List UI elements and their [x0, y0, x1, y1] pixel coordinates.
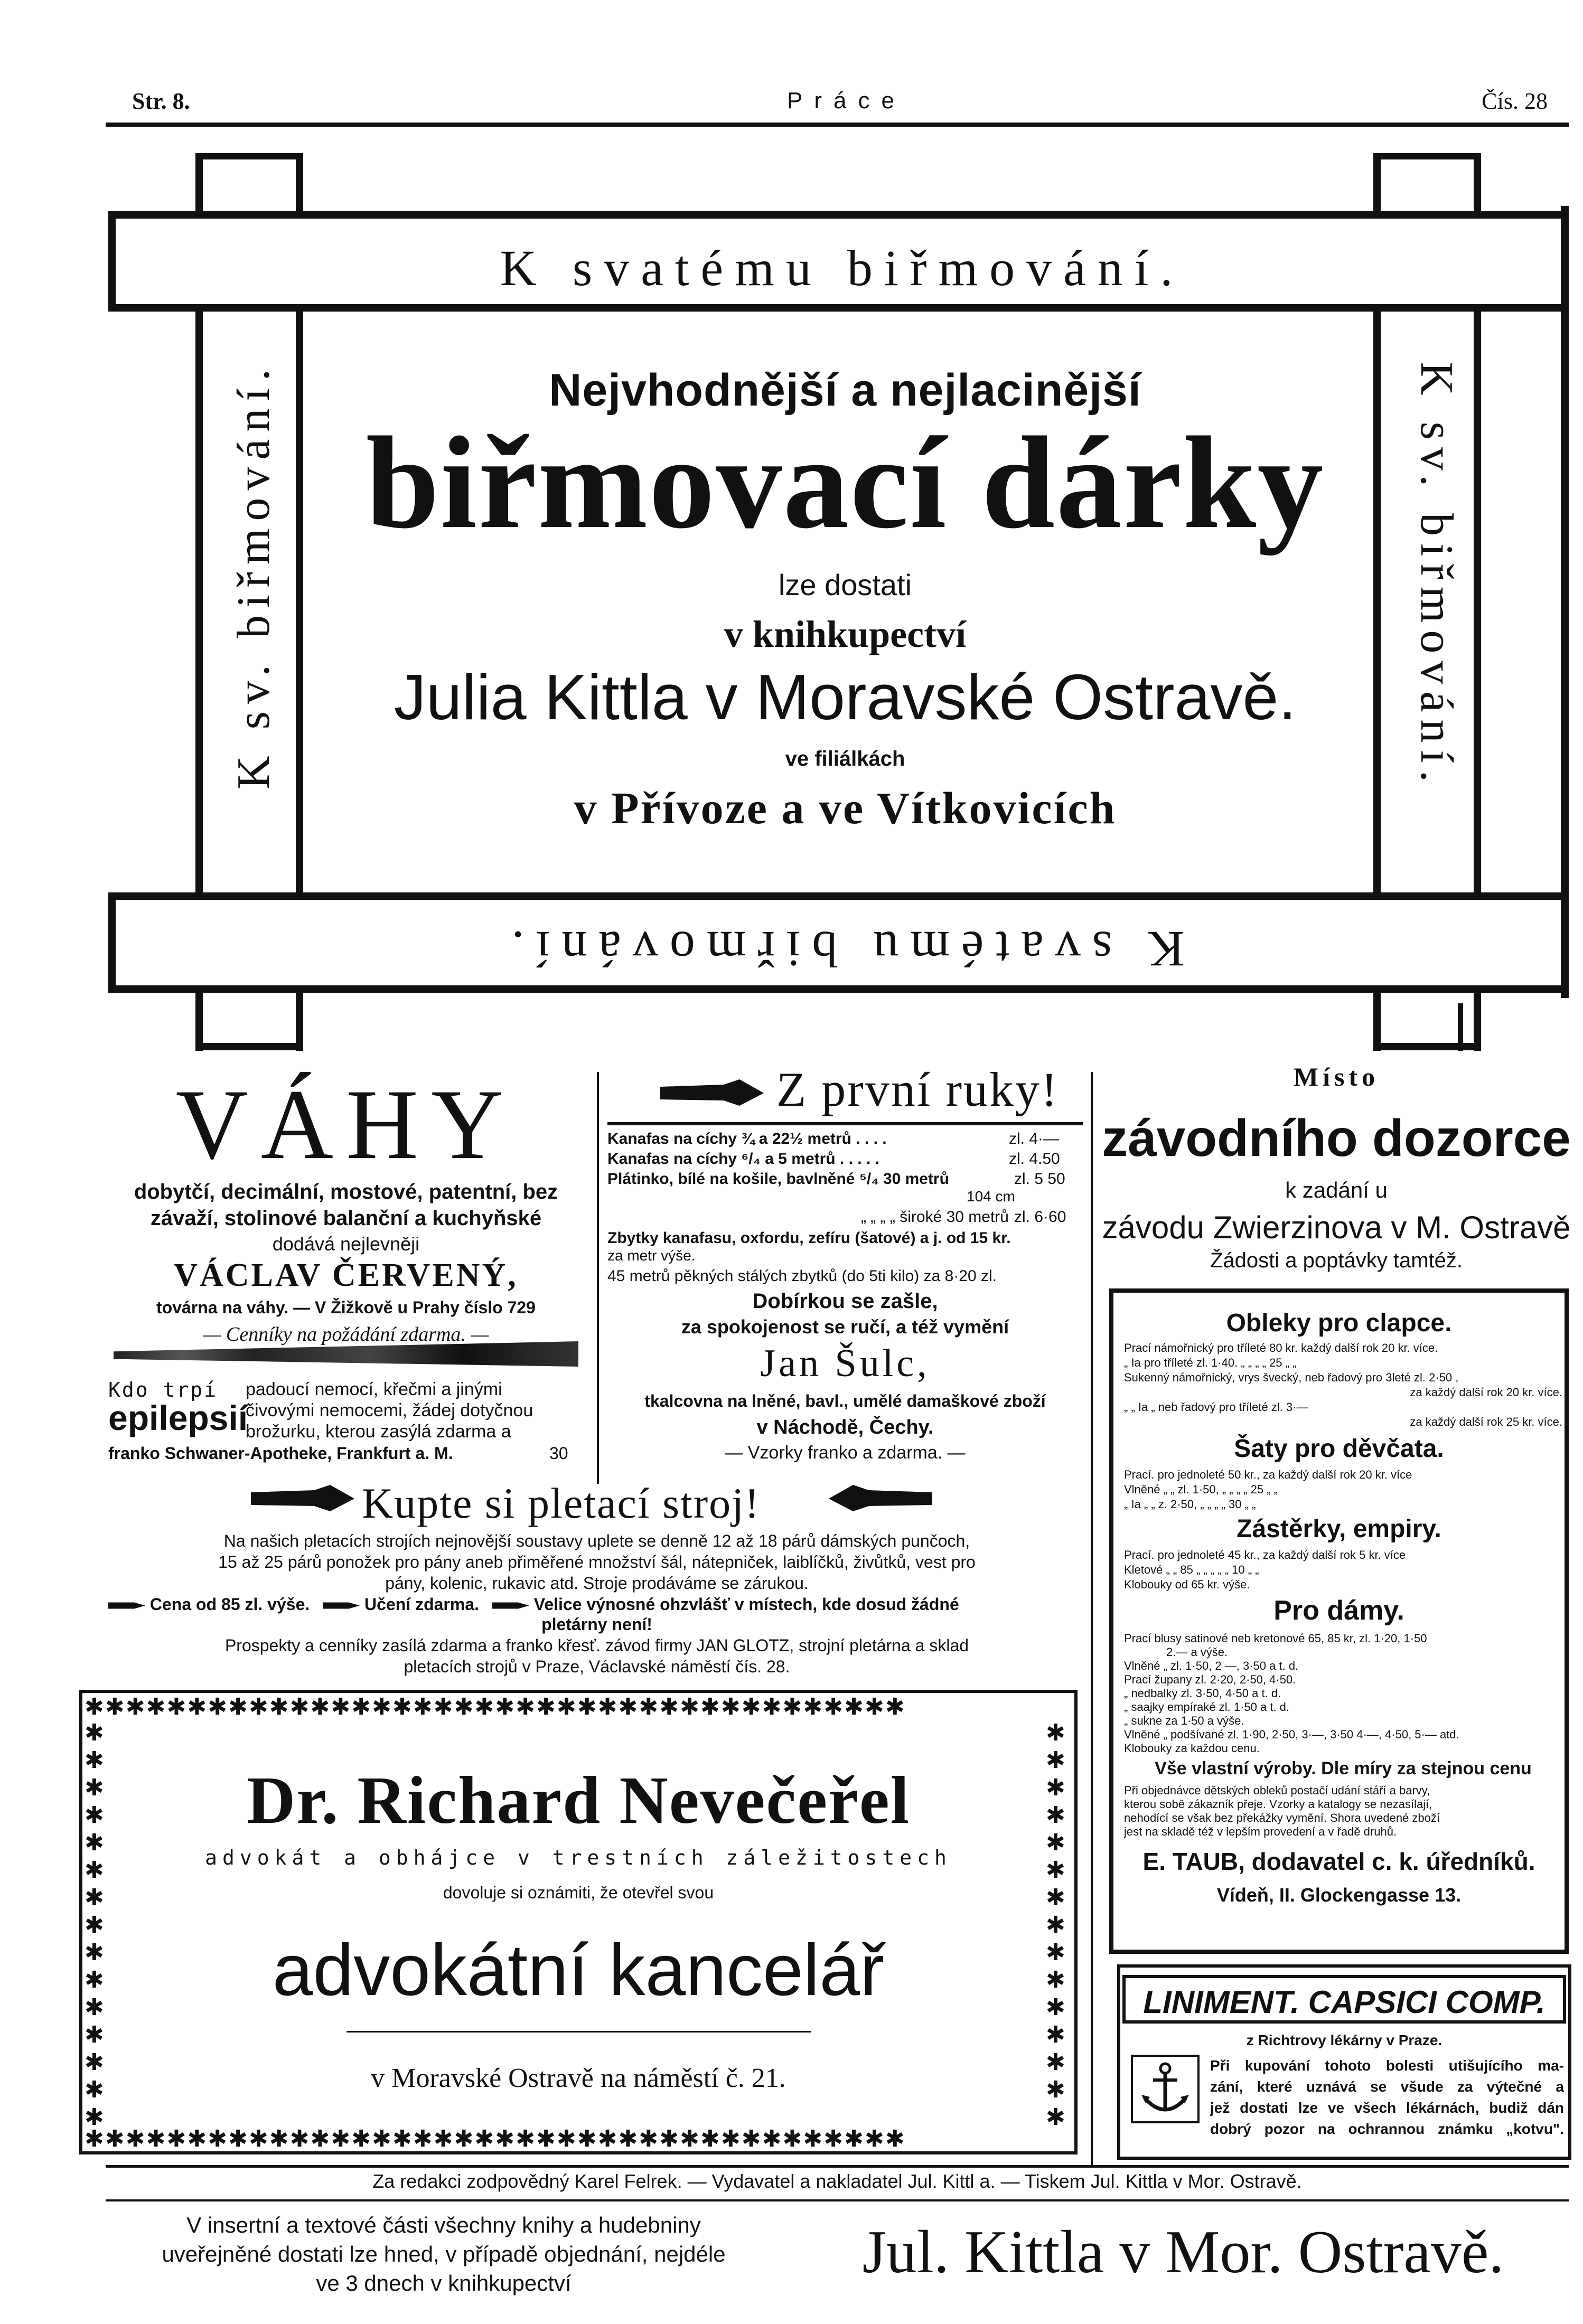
sulc-row1-price: zl. 4·—	[1009, 1130, 1060, 1147]
liniment-line3: jež dostati lze ve všech lékárnách, budiž dán	[1210, 2100, 1564, 2116]
dozorce-misto: Místo	[1293, 1062, 1380, 1092]
vahy-line3: dodává nejlevněji	[272, 1233, 420, 1255]
glotz-line1: Na našich pletacích strojích nejnovější soustavy uplete se denně 12 až 18 párů dámských punčoch,	[223, 1531, 970, 1550]
glotz-price: Cena od 85 zl. výše.	[149, 1595, 310, 1614]
taub-h2: Šaty pro děvčata.	[1234, 1435, 1444, 1463]
lawyer-place: v Moravské Ostravě na náměstí č. 21.	[371, 2063, 786, 2093]
taub-r19: „ sukne za 1·50 a výše.	[1124, 1714, 1244, 1727]
sulc-row3-price: zl. 5 50	[1014, 1170, 1065, 1188]
taub-name: E. TAUB, dodavatel c. k. úředníků.	[1142, 1848, 1535, 1875]
glotz-title: Kupte si pletací stroj!	[362, 1479, 761, 1527]
taub-r9: „ Ia „ „ z. 2·50, „ „ „ „ 30 „ „	[1124, 1498, 1256, 1511]
taub-r5: „ „ Ia „ neb řadový pro tříleté zl. 3·—	[1124, 1400, 1308, 1414]
taub-r18: „ saajky empíraké zl. 1·50 a t. d.	[1124, 1700, 1290, 1714]
kittl-line3: lze dostati	[778, 568, 912, 601]
liniment-from: z Richtrovy lékárny v Praze.	[1246, 2032, 1443, 2048]
top-band-text: K svatému biřmování.	[500, 240, 1185, 296]
taub-r11: Kletové „ „ 85 „ „ „ „ „ 10 „ „	[1124, 1563, 1259, 1576]
sulc-firm: tkalcovna na lněné, bavl., umělé damaškové zboží	[644, 1391, 1046, 1410]
footer-rule-2	[106, 2199, 1569, 2201]
sulc-row3b: 104 cm	[967, 1188, 1015, 1205]
epilepsy-number: 30	[549, 1444, 568, 1463]
taub-r6: za každý další rok 25 kr. více.	[1410, 1415, 1562, 1428]
taub-r24: nehodící se však bez překážky vymění. Shora uvedené zboží	[1124, 1811, 1440, 1824]
liniment-line2: zání, které uznává se všude za výtečné a	[1210, 2078, 1564, 2095]
taub-h4: Pro dámy.	[1273, 1595, 1404, 1626]
anchor-icon	[1133, 2057, 1197, 2121]
liniment-line1: Při kupování tohoto bolesti utišujícího ma-	[1210, 2057, 1564, 2074]
footer-left3: ve 3 dnech v knihkupectví	[316, 2271, 572, 2295]
epilepsy-line4: franko Schwaner-Apotheke, Frankfurt a. M.	[108, 1444, 453, 1463]
pillar-left-cap	[195, 153, 303, 159]
glotz-line3: pány, kolenic, rukavic atd. Stroje prodáváme se zárukou.	[385, 1574, 809, 1593]
liniment-line4: dobrý pozor na ochrannou známku „kotvu".	[1210, 2121, 1564, 2137]
column-divider-2	[1091, 1072, 1093, 2165]
kittl-line7: v Přívoze a ve Vítkovicích	[574, 783, 1117, 833]
hand-icon	[492, 1601, 529, 1611]
taub-r17: „ nedbalky zl. 3·50, 4·50 a t. d.	[1124, 1687, 1281, 1700]
lawyer-name: Dr. Richard Nevečeřel	[246, 1763, 911, 1838]
taub-r15: Vlněné „ zl. 1·50, 2 —, 3·50 a t. d.	[1124, 1659, 1299, 1672]
taub-r16: Prací župany zl. 2·20, 2·50, 4·50.	[1124, 1673, 1296, 1686]
star-border-left: ✱ ✱ ✱ ✱ ✱ ✱ ✱ ✱ ✱ ✱ ✱ ✱ ✱ ✱ ✱	[85, 1719, 105, 2126]
liniment-ad	[1117, 1964, 1571, 2160]
sulc-row2-text: Kanafas na cíchy ⁶/₄ a 5 metrů . . . . .	[607, 1150, 879, 1168]
taub-r14: 2.— a výše.	[1166, 1645, 1228, 1659]
taub-r1: Prací námořnický pro tříleté 80 kr. každý další rok 20 kr. více.	[1124, 1341, 1438, 1354]
hand-icon	[323, 1601, 360, 1611]
vahy-line4: továrna na váhy. — V Žižkově u Prahy číslo 729	[156, 1298, 536, 1317]
kittl-line1: Nejvhodnější a nejlacinější	[549, 365, 1141, 416]
taub-r21: Klobouky za každou cenu.	[1124, 1742, 1260, 1755]
epilepsy-word: epilepsií	[108, 1398, 248, 1437]
hand-icon	[108, 1601, 145, 1611]
sulc-place: v Náchodě, Čechy.	[756, 1416, 934, 1438]
pillar-left-foot	[195, 1043, 303, 1050]
pillar-right-cap	[1373, 153, 1481, 159]
epilepsy-kdo: Kdo trpí	[108, 1378, 218, 1401]
band-right-edge	[1561, 206, 1569, 998]
kittl-line2: biřmovací dárky	[366, 410, 1325, 556]
column-divider-1	[597, 1072, 599, 1484]
vahy-title: VÁHY	[175, 1069, 517, 1180]
taub-r10: Prací. pro jednoleté 45 kr., za každý další rok 5 kr. více	[1124, 1548, 1406, 1561]
sulc-row3-text: Plátinko, bílé na košile, bavlněné ⁵/₄ 30 metrů	[607, 1170, 949, 1188]
taub-r20: Vlněné „ podšívané zl. 1·90, 2·50, 3·—, 3·50 4·—, 4·50, 5·— atd.	[1124, 1728, 1459, 1741]
liniment-title: LINIMENT. CAPSICI COMP.	[1122, 1975, 1566, 2024]
sulc-title: Z první ruky!	[776, 1062, 1059, 1116]
glotz-line2: 15 až 25 párů ponožek pro pány aneb přiměřené množství šál, nátepniček, laiblíčků, živůtků, vest pro	[218, 1553, 976, 1572]
sulc-row4-price: zl. 6·60	[1014, 1208, 1066, 1226]
taub-r3: Sukenný námořnický, vrys švecký, neb řadový pro 3leté zl. 2·50 ,	[1124, 1371, 1459, 1384]
glotz-profit: Velice výnosné ohzvlášť v místech, kde dosud žádné	[533, 1595, 959, 1614]
glotz-line5: pletárny není!	[541, 1615, 652, 1634]
pointing-hand-left-icon	[827, 1483, 932, 1514]
kittl-line6: ve filiálkách	[785, 747, 905, 770]
taub-r7: Prací. pro jednoleté 50 kr., za každý další rok 20 kr. více	[1124, 1468, 1412, 1481]
lawyer-profession: advokát a obhájce v trestních záležitostech	[205, 1846, 952, 1869]
sulc-row2-price: zl. 4.50	[1009, 1150, 1060, 1168]
lawyer-office: advokátní kancelář	[272, 1930, 885, 2011]
sulc-spokojenost: za spokojenost se ručí, a též vymění	[681, 1316, 1009, 1338]
sulc-ad	[607, 1061, 1083, 1473]
footer-big: Jul. Kittla v Mor. Ostravě.	[862, 2218, 1504, 2286]
epilepsy-line1: padoucí nemocí, křečmi a jinými	[246, 1379, 502, 1399]
lawyer-ad	[79, 1690, 1078, 2154]
glotz-line4	[108, 1595, 1085, 1614]
vahy-line2: závaží, stolinové balanční a kuchyňské	[150, 1207, 542, 1230]
sulc-name: Jan Šulc,	[760, 1342, 930, 1385]
footer-rule	[106, 2165, 1569, 2168]
issue-number: Čís. 28	[1482, 88, 1548, 114]
bottom-band-text: K svatému biřmování.	[500, 921, 1185, 977]
dozorce-ad	[1101, 1061, 1571, 1273]
anchor-trademark	[1131, 2055, 1200, 2123]
footer-left2: uveřejněné dostati lze hned, v případě objednání, nejdéle	[162, 2242, 726, 2266]
sulc-row1-text: Kanafas na cíchy ¾ a 22½ metrů . . . .	[607, 1130, 887, 1147]
glotz-ad	[108, 1479, 1085, 1685]
taub-r13: Prací blusy satinové neb kretonové 65, 85 kr, zl. 1·20, 1·50	[1124, 1632, 1427, 1645]
kittl-line5: Julia Kittla v Moravské Ostravě.	[394, 661, 1297, 733]
side-text-left: K sv. biřmování.	[228, 362, 279, 789]
footer-left	[106, 2213, 782, 2318]
pillar-right-foot	[1373, 1043, 1481, 1050]
bottom-band	[108, 892, 1569, 993]
glotz-line6: Prospekty a cenníky zasílá zdarma a franko křesť. závod firmy JAN GLOTZ, strojní pletárna a sklad	[224, 1636, 969, 1655]
taub-r22: Při objednávce dětských obleků postačí udání stáří a barvy,	[1124, 1784, 1430, 1797]
sulc-row5: Zbytky kanafasu, oxfordu, zefíru (šatové) a j. od 15 kr.	[607, 1229, 1011, 1247]
taub-r12: Klobouky od 65 kr. výše.	[1124, 1578, 1250, 1591]
newspaper-title: Práce	[787, 88, 906, 114]
taub-r8: Vlněné „ „ zl. 1·50, „ „ „ „ 25 „ „	[1124, 1483, 1278, 1496]
dozorce-line3: Žádosti a poptávky tamtéž.	[1210, 1249, 1463, 1272]
star-border-right: ✱ ✱ ✱ ✱ ✱ ✱ ✱ ✱ ✱ ✱ ✱ ✱ ✱ ✱ ✱	[1046, 1719, 1066, 2126]
epilepsy-line3: brožurku, kterou zasýlá zdarma a	[246, 1422, 511, 1442]
dozorce-title: závodního dozorce	[1102, 1109, 1571, 1167]
footer-credits: Za redakci zodpovědný Karel Felrek. — Vydavatel a nakladatel Jul. Kittl a. — Tiskem Jul. Kittla v Mor. Ostravě.	[372, 2170, 1302, 2192]
kittl-line4: v knihkupectví	[724, 613, 967, 655]
glotz-training: Učení zdarma.	[364, 1595, 479, 1614]
vahy-name: VÁCLAV ČERVENÝ,	[174, 1257, 518, 1293]
pillar-right-foot-extra	[1458, 1003, 1463, 1051]
pointing-hand-icon	[660, 1077, 766, 1109]
lawyer-divider	[346, 2031, 811, 2033]
dozorce-line2: závodu Zwierzinova v M. Ostravě	[1102, 1210, 1571, 1245]
lawyer-announce: dovoluje si oznámiti, že otevřel svou	[443, 1883, 714, 1902]
vahy-ad	[108, 1069, 584, 1346]
epilepsy-ad	[108, 1378, 584, 1473]
top-band	[108, 211, 1569, 312]
taub-h5: Vše vlastní výroby. Dle míry za stejnou cenu	[1155, 1758, 1532, 1779]
kittl-ad	[0, 0, 1583, 1056]
page-number: Str. 8.	[132, 88, 190, 114]
taub-ad	[1109, 1288, 1569, 1954]
taub-r2: „ Ia pro tříleté zl. 1·40. „ „ „ „ 25 „ „	[1124, 1356, 1297, 1369]
taub-r4: za každý další rok 20 kr. více.	[1410, 1386, 1562, 1399]
taub-r25: jest na skladě též v lepším provedení a v řadě druhů.	[1124, 1825, 1397, 1838]
taub-h3: Zástěrky, empiry.	[1237, 1515, 1441, 1543]
sulc-row4-text: „ „ „ „ široké 30 metrů	[860, 1208, 1009, 1226]
vahy-line1: dobytčí, decimální, mostové, patentní, bez	[134, 1180, 558, 1203]
star-border-bottom: ✱✱✱✱✱✱✱✱✱✱✱✱✱✱✱✱✱✱✱✱✱✱✱✱✱✱✱✱✱✱✱✱✱✱✱✱✱✱✱✱	[85, 2126, 906, 2152]
taub-h1: Obleky pro clapce.	[1226, 1309, 1452, 1337]
glotz-line7: pletacích strojů v Praze, Václavské náměstí čís. 28.	[404, 1657, 790, 1676]
sulc-title-rule	[607, 1122, 1083, 1125]
sulc-samples: — Vzorky franko a zdarma. —	[725, 1443, 966, 1463]
side-text-right: K sv. biřmování.	[1411, 362, 1462, 789]
taub-r23: kterou sobě zákazník přeje. Vzorky a katalogy se nezasílají,	[1124, 1798, 1432, 1811]
footer-left1: V insertní a textové části všechny knihy a hudebniny	[186, 2213, 701, 2237]
epilepsy-line2: čivovými nemocemi, žádej dotyčnou	[246, 1400, 533, 1420]
sulc-dobirkou: Dobírkou se zašle,	[752, 1290, 938, 1313]
taub-address: Vídeň, II. Glockengasse 13.	[1216, 1884, 1462, 1906]
sulc-row6: 45 metrů pěkných stálých zbytků (do 5ti kilo) za 8·20 zl.	[607, 1267, 997, 1285]
vahy-line5: — Cenníky na požádání zdarma. —	[203, 1323, 489, 1346]
pointing-hand-right-icon	[251, 1483, 357, 1514]
sulc-row5b: za metr výše.	[607, 1247, 696, 1264]
star-border-top: ✱✱✱✱✱✱✱✱✱✱✱✱✱✱✱✱✱✱✱✱✱✱✱✱✱✱✱✱✱✱✱✱✱✱✱✱✱✱✱✱	[85, 1694, 906, 1720]
dozorce-line1: k zadání u	[1285, 1178, 1388, 1202]
